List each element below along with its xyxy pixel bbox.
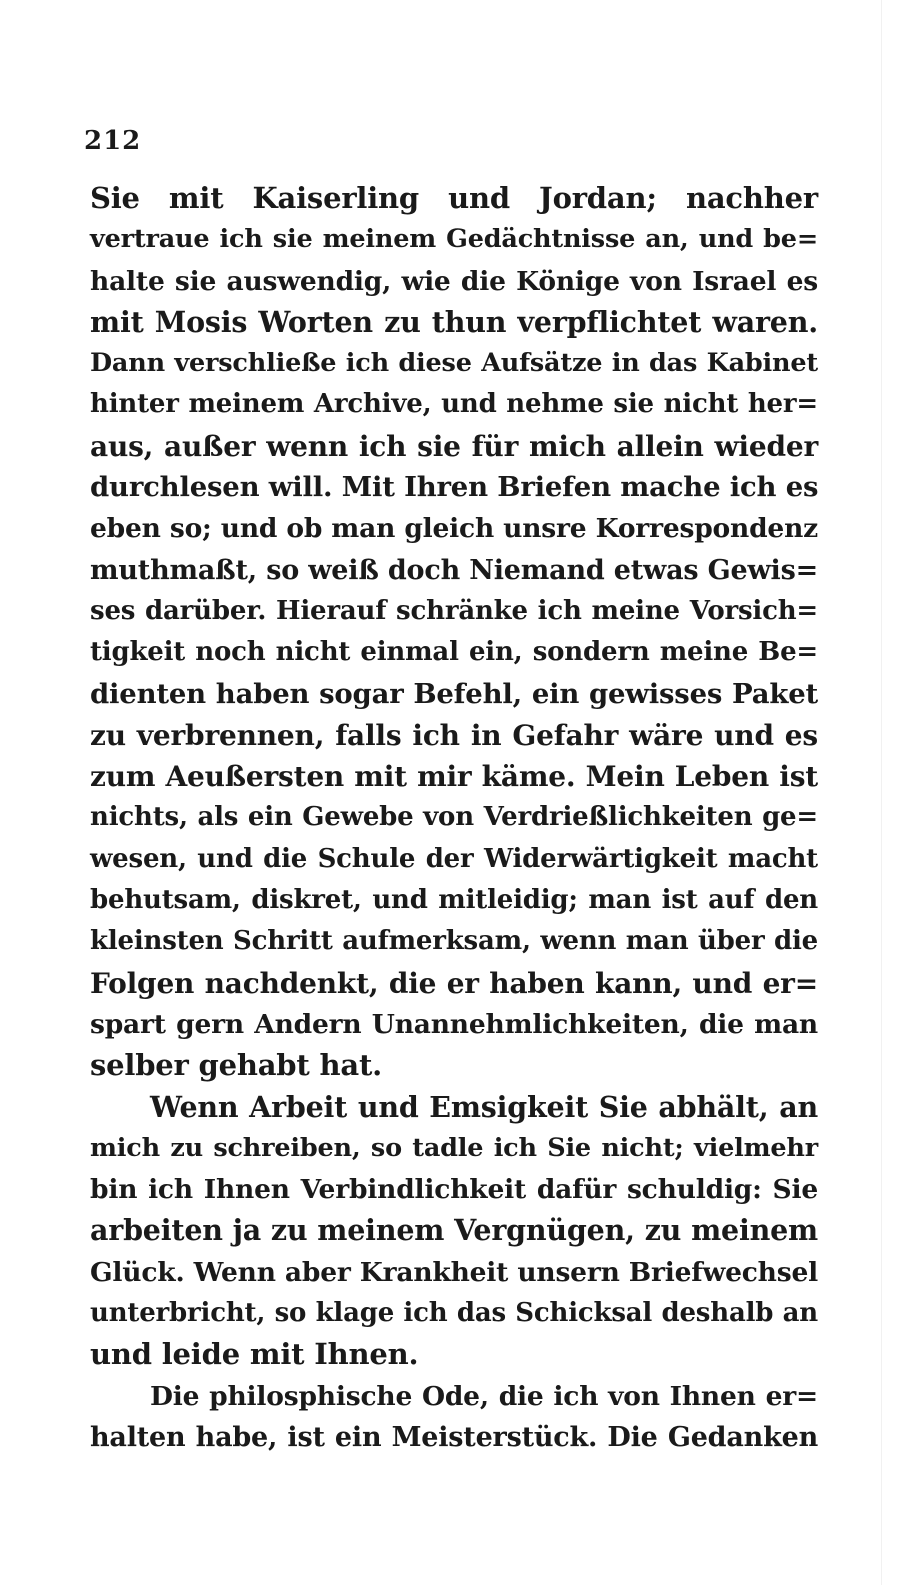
text-line: Die philosphische Ode, die ich von Ihnen er= [150,1380,818,1412]
text-line: vertraue ich sie meinem Gedächtnisse an, und be= [90,224,818,255]
page-edge [881,0,882,1585]
text-line: dienten haben sogar Befehl, ein gewisses Paket [90,677,818,710]
text-line: tigkeit noch nicht einmal ein, sondern meine Be= [90,637,818,668]
text-line: halten habe, ist ein Meisterstück. Die Gedanken [90,1421,818,1453]
text-line: Glück. Wenn aber Krankheit unsern Briefwechsel [90,1256,818,1288]
text-line: spart gern Andern Unannehmlichkeiten, die man [90,1008,818,1040]
text-line: mit Mosis Worten zu thun verpflichtet waren. [90,304,818,339]
text-line: ses darüber. Hierauf schränke ich meine Vorsich= [90,595,818,626]
text-line: eben so; und ob man gleich unsre Korrespondenz [90,513,818,545]
text-line: Folgen nachdenkt, die er haben kann, und er= [90,966,818,1000]
text-line: Sie mit Kaiserling und Jordan; nachher [90,181,818,215]
text-line: und leide mit Ihnen. [90,1337,419,1372]
text-line: selber gehabt hat. [90,1048,383,1083]
text-line: arbeiten ja zu meinem Vergnügen, zu meinem [90,1213,818,1248]
text-line: durchlesen will. Mit Ihren Briefen mache ich es [90,471,819,504]
text-line: Wenn Arbeit und Emsigkeit Sie abhält, an [150,1089,818,1124]
text-line: bin ich Ihnen Verbindlichkeit dafür schuldig: Sie [90,1174,818,1206]
text-line: muthmaßt, so weiß doch Niemand etwas Gewis= [90,554,818,586]
text-line: kleinsten Schritt aufmerksam, wenn man über die [90,926,818,957]
text-line: mich zu schreiben, so tadle ich Sie nicht; vielmehr [90,1132,818,1163]
text-line: wesen, und die Schule der Widerwärtigkeit macht [90,843,818,874]
body-text [90,178,818,1458]
text-line: aus, außer wenn ich sie für mich allein wieder [90,429,818,463]
text-line: zu verbrennen, falls ich in Gefahr wäre und es [90,718,818,752]
text-line: nichts, als ein Gewebe von Verdrießlichkeiten ge= [90,802,818,833]
text-line: hinter meinem Archive, und nehme sie nicht her= [90,389,818,420]
text-line: unterbricht, so klage ich das Schicksal deshalb an [90,1298,818,1329]
text-line: Dann verschließe ich diese Aufsätze in das Kabinet [90,348,818,379]
text-line: halte sie auswendig, wie die Könige von Israel es [90,265,818,297]
page-number: 212 [84,126,142,156]
text-line: zum Aeußersten mit mir käme. Mein Leben ist [90,760,818,794]
text-line: behutsam, diskret, und mitleidig; man ist auf den [90,885,818,916]
